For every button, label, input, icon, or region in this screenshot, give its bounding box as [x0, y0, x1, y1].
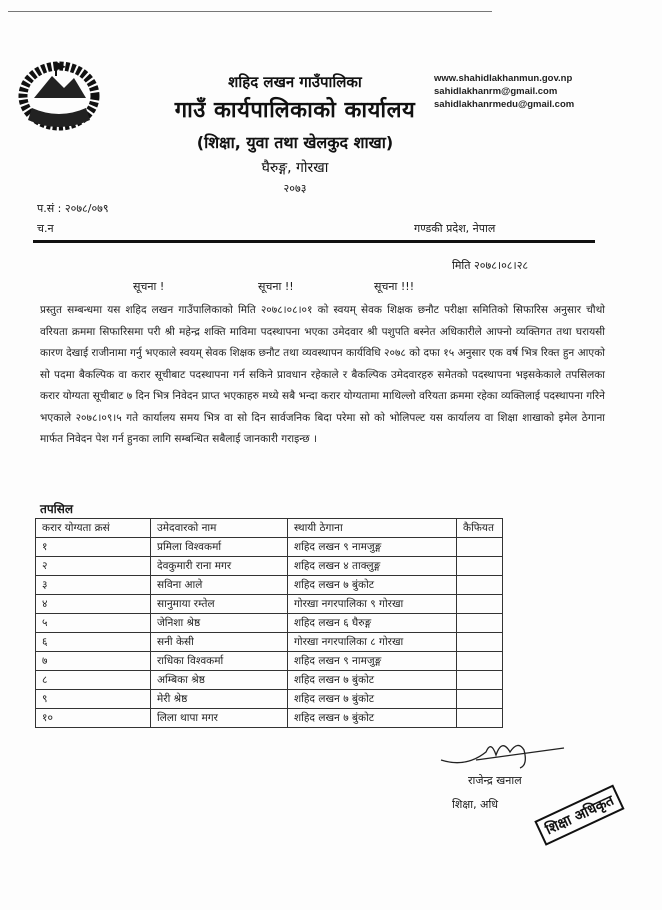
header-rank: करार योग्यता क्रसं	[36, 519, 151, 538]
cell-remarks	[457, 652, 503, 671]
website-link[interactable]: www.shahidlakhanmun.gov.np	[434, 73, 573, 84]
office-title: गाउँ कार्यपालिकाको कार्यालय	[174, 98, 416, 123]
notice-date: मिति २०७८।०८।२८	[452, 259, 529, 272]
cell-address: शहिद लखन ९ नामजुङ्ग	[288, 652, 457, 671]
table-row	[36, 614, 503, 633]
nepal-emblem-icon	[14, 58, 104, 138]
notice-heading-1: सूचना !	[133, 280, 165, 293]
email-link[interactable]: sahidlakhanrm@gmail.com	[434, 86, 558, 97]
municipality-name: शहिद लखन गाउँपालिका	[228, 73, 362, 91]
table-row	[36, 652, 503, 671]
table-row	[36, 595, 503, 614]
edu-email-link[interactable]: sahidlakhanrmedu@gmail.com	[434, 99, 575, 110]
established-year: २०७३	[283, 182, 307, 195]
cell-remarks	[457, 538, 503, 557]
table-row	[36, 633, 503, 652]
cell-rank: ६	[36, 633, 151, 652]
cell-address: शहिद लखन ७ बुंकोट	[288, 671, 457, 690]
notice-heading-3: सूचना !!!	[374, 280, 415, 293]
cell-address: गोरखा नगरपालिका ८ गोरखा	[288, 633, 457, 652]
table-row	[36, 576, 503, 595]
reference-number: प.सं : २०७८/०७९	[37, 202, 109, 215]
table-header-row	[36, 519, 503, 538]
signer-name: राजेन्द्र खनाल	[468, 774, 522, 787]
cell-rank: ७	[36, 652, 151, 671]
signer-designation: शिक्षा, अधि	[452, 798, 499, 811]
cell-rank: ३	[36, 576, 151, 595]
cell-name: सविना आले	[151, 576, 288, 595]
cell-name: प्रमिला विश्वकर्मा	[151, 538, 288, 557]
details-heading: तपसिल	[40, 502, 74, 516]
contact-block	[434, 72, 574, 111]
cell-rank: २	[36, 557, 151, 576]
cell-name: सानुमाया रम्तेल	[151, 595, 288, 614]
candidate-table	[35, 518, 503, 728]
scan-edge-line	[8, 11, 492, 12]
cell-rank: ५	[36, 614, 151, 633]
cell-remarks	[457, 709, 503, 728]
office-location: घैरुङ्ग, गोरखा	[261, 160, 329, 176]
cell-rank: १०	[36, 709, 151, 728]
cell-address: शहिद लखन ९ नामजुङ्ग	[288, 538, 457, 557]
cell-address: गोरखा नगरपालिका ९ गोरखा	[288, 595, 457, 614]
table-row	[36, 671, 503, 690]
cell-name: अम्बिका श्रेष्ठ	[151, 671, 288, 690]
cell-address: शहिद लखन ४ ताक्लुङ्ग	[288, 557, 457, 576]
table-row	[36, 538, 503, 557]
signature-mark	[436, 730, 566, 770]
cell-remarks	[457, 557, 503, 576]
cell-rank: ८	[36, 671, 151, 690]
cell-rank: १	[36, 538, 151, 557]
header-address: स्थायी ठेगाना	[288, 519, 457, 538]
cell-address: शहिद लखन ६ घैरुङ्ग	[288, 614, 457, 633]
cell-remarks	[457, 690, 503, 709]
header-name: उमेदवारको नाम	[151, 519, 288, 538]
branch-name: (शिक्षा, युवा तथा खेलकुद शाखा)	[196, 133, 394, 152]
cell-name: लिला थापा मगर	[151, 709, 288, 728]
dispatch-number: च.न	[37, 222, 54, 235]
cell-remarks	[457, 671, 503, 690]
notice-heading-2: सूचना !!	[258, 280, 294, 293]
cell-remarks	[457, 576, 503, 595]
province-name: गण्डकी प्रदेश, नेपाल	[414, 222, 496, 235]
cell-remarks	[457, 595, 503, 614]
table-row	[36, 557, 503, 576]
header-divider	[33, 240, 595, 243]
cell-address: शहिद लखन ७ बुंकोट	[288, 690, 457, 709]
cell-remarks	[457, 614, 503, 633]
cell-address: शहिद लखन ७ बुंकोट	[288, 709, 457, 728]
header-remarks: कैफियत	[457, 519, 503, 538]
cell-rank: ९	[36, 690, 151, 709]
notice-body: प्रस्तुत सम्बन्धमा यस शहिद लखन गाउँपालिकाको मिति २०७८।०८।०१ को स्वयम् सेवक शिक्षक छनौट परीक्षा समितिको सिफारिस अनुसार चौथो वरियता क्रममा सिफारिसमा परी श्री महेन्द्र शक्ति माविमा पदस्थापना भएका उमेदवार श्री पशुपति बस्नेत अधिकारीले आफ्नो व्यक्तिगत तथा घरायसी कारण देखाई राजीनामा गर्नु भएकाले स्वयम् सेवक शिक्षक छनौट तथा व्यवस्थापन कार्यविधि २०७८ को दफा १५ अनुसार एक वर्ष भित्र रिक्त हुन आएको सो पदमा बैकल्पिक वा करार सूचीबाट पदस्थापना गर्न सकिने प्रावधान रहेकाले र बैकल्पिक उमेदवारहरु समेतको पदस्थापना भइसकेकाले तपसिलका करार योग्यता सूचीबाट ७ दिन भित्र निवेदन प्राप्त भएकाहरु मध्ये सबै भन्दा करार योग्यतामा माथिल्लो वरियता क्रममा रहेका व्यक्तिलाई पदस्थापना गरिने भएकाले २०७८।०९।५ गते कार्यालय समय भित्र वा सो दिन सार्वजनिक बिदा परेमा सो को भोलिपल्ट यस कार्यालय वा शिक्षा शाखाको इमेल ठेगाना मार्फत निवेदन पेश गर्न हुनका लागि सम्बन्धित सबैलाई जानकारी गराइन्छ ।	[40, 304, 605, 445]
table-row	[36, 690, 503, 709]
cell-name: देवकुमारी राना मगर	[151, 557, 288, 576]
cell-remarks	[457, 633, 503, 652]
cell-rank: ४	[36, 595, 151, 614]
cell-name: जेनिशा श्रेष्ठ	[151, 614, 288, 633]
table-row	[36, 709, 503, 728]
cell-name: मेरी श्रेष्ठ	[151, 690, 288, 709]
cell-name: राधिका विश्वकर्मा	[151, 652, 288, 671]
official-stamp: शिक्षा अधिकृत	[534, 784, 625, 845]
cell-address: शहिद लखन ७ बुंकोट	[288, 576, 457, 595]
cell-name: सनी केसी	[151, 633, 288, 652]
